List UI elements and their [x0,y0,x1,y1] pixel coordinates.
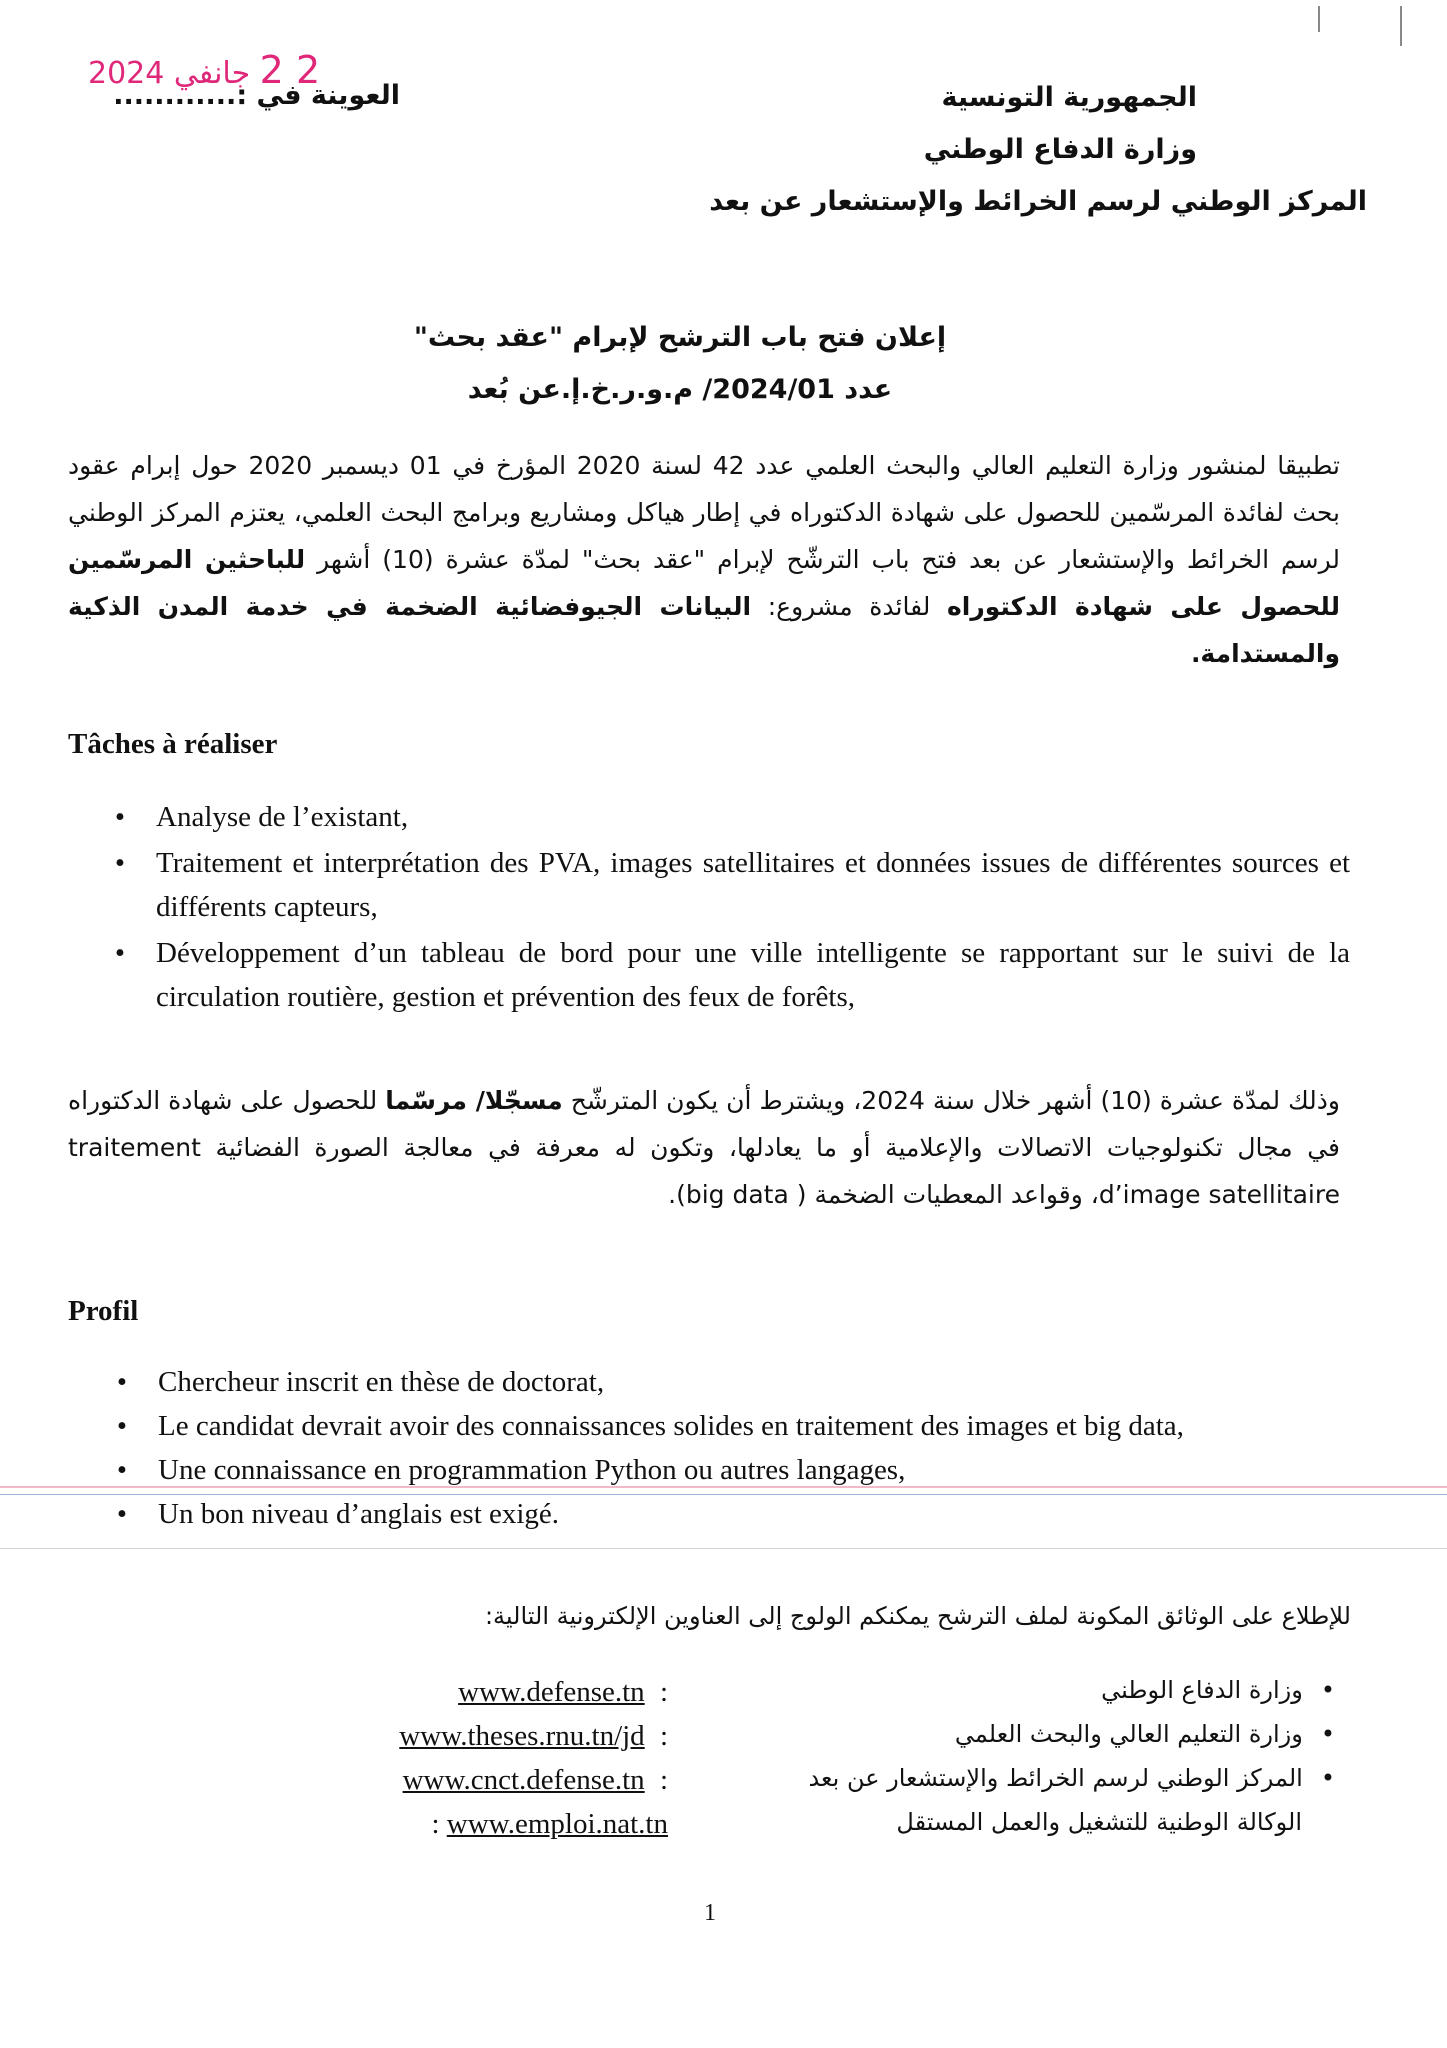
intro-bold-beneficiaries: للباحثين المرسّمين للحصول على شهادة الدكتوراه [68,545,1340,621]
page-number: 1 [704,1900,716,1926]
bullet-icon: • [116,1498,128,1530]
bullet-icon: • [114,847,126,879]
profile-text: Chercheur inscrit en thèse de doctorat, [158,1366,605,1398]
org-name: وزارة التعليم العالي والبحث العلمي [954,1720,1303,1748]
bullet-icon: • [114,937,126,969]
profile-list [112,1360,1352,1536]
list-item [112,1360,1352,1404]
conditions-bold: مسجّلا/ مرسّما [385,1086,563,1115]
org-name: المركز الوطني لرسم الخرائط والإستشعار عن بعد [808,1764,1303,1792]
org-name: الوكالة الوطنية للتشغيل والعمل المستقل [896,1808,1302,1836]
bullet-icon: • [116,1454,128,1486]
url-link[interactable]: www.defense.tn [458,1676,645,1708]
task-text: Traitement et interprétation des PVA, images satellitaires et données issues de différentes sources et différents capteurs, [156,847,1350,923]
link-url: : www.emploi.nat.tn [431,1808,668,1840]
list-item [110,795,1350,839]
list-item [110,931,1350,1019]
link-url: www.theses.rnu.tn/jd : [399,1720,668,1752]
tasks-heading: Tâches à réaliser [68,728,278,760]
announcement-title: إعلان فتح باب الترشح لإبرام "عقد بحث" [413,322,947,353]
profile-heading: Profil [68,1295,139,1327]
tasks-list [110,795,1350,1021]
bullet-icon: • [1320,1764,1335,1792]
bullet-icon: • [116,1410,128,1442]
letterhead-ministry: وزارة الدفاع الوطني [923,134,1197,165]
place-label: العوينة في : [236,80,400,111]
list-item [110,841,1350,929]
link-row [0,1720,1447,1764]
letterhead-center: المركز الوطني لرسم الخرائط والإستشعار عن بعد [709,186,1367,217]
list-item [112,1492,1352,1536]
intro-paragraph [68,442,1340,677]
link-org [808,1764,1335,1792]
stamp-day: 2 2 [259,48,321,92]
profile-text: Un bon niveau d’anglais est exigé. [158,1498,560,1530]
link-row [0,1764,1447,1808]
link-url: www.defense.tn : [458,1676,668,1708]
url-link[interactable]: www.cnct.defense.tn [402,1764,645,1796]
list-item [112,1404,1352,1448]
announcement-number: عدد 2024/01/ م.و.ر.خ.إ.عن بُعد [467,374,893,405]
letterhead [587,72,1367,228]
bullet-icon: • [114,801,126,833]
bullet-icon: • [116,1366,128,1398]
links-intro: للإطلاع على الوثائق المكونة لملف الترشح يمكنكم الولوج إلى العناوين الإلكترونية التالية: [484,1602,1351,1630]
scan-artifact-line [0,1486,1447,1488]
conditions-text-2: للحصول على شهادة الدكتوراه في مجال تكنولوجيات الاتصالات والإعلامية أو ما يعادلها، وتكون له معرفة في معالجة الصورة الفضائية traitement d’image satellitaire، وقواعد المعطيات الضخمة ( big data). [68,1086,1340,1209]
url-link[interactable]: www.emploi.nat.tn [446,1808,668,1840]
stamp-text: جانفي 2024 [88,56,251,91]
place-date-line [100,80,400,111]
scan-artifact-line [0,1494,1447,1495]
link-url: www.cnct.defense.tn : [402,1764,668,1796]
bullet-icon: • [1320,1720,1335,1748]
scan-corner-mark [1318,6,1320,32]
conditions-paragraph [68,1077,1340,1218]
link-org [896,1808,1302,1836]
bullet-icon: • [1320,1676,1335,1704]
scan-artifact-line [0,1548,1447,1549]
link-org [955,1720,1335,1748]
intro-mid: لفائدة مشروع: [751,592,948,621]
org-name: وزارة الدفاع الوطني [1101,1676,1303,1704]
scan-corner-mark [1400,6,1402,46]
link-org [1101,1676,1335,1704]
url-link[interactable]: www.theses.rnu.tn/jd [399,1720,645,1752]
profile-text: Une connaissance en programmation Python ou autres langages, [158,1454,906,1486]
date-dots: ............ [113,80,237,111]
task-text: Analyse de l’existant, [156,801,409,833]
letterhead-republic: الجمهورية التونسية [941,82,1197,113]
link-row [0,1808,1447,1852]
conditions-text-1: وذلك لمدّة عشرة (10) أشهر خلال سنة 2024، ويشترط أن يكون المترشّح [562,1086,1341,1115]
intro-bold-project: البيانات الجيوفضائية الضخمة في خدمة المدن الذكية والمستدامة. [68,592,1340,668]
link-row [0,1676,1447,1720]
profile-text: Le candidat devrait avoir des connaissances solides en traitement des images et big data, [158,1410,1184,1442]
intro-text: تطبيقا لمنشور وزارة التعليم العالي والبحث العلمي عدد 42 لسنة 2020 المؤرخ في 01 ديسمبر 2020 حول إبرام عقود بحث لفائدة المرسّمين للحصول على شهادة الدكتوراه في إطار هياكل ومشاريع وبرامج البحث العلمي، يعتزم المركز الوطني لرسم الخرائط والإستشعار عن بعد فتح باب الترشّح لإبرام "عقد بحث" لمدّة عشرة (10) أشهر [68,451,1341,574]
announcement-title-block [380,312,980,416]
task-text: Développement d’un tableau de bord pour une ville intelligente se rapportant sur le suivi de la circulation routière, gestion et prévention des feux de forêts, [156,937,1350,1013]
